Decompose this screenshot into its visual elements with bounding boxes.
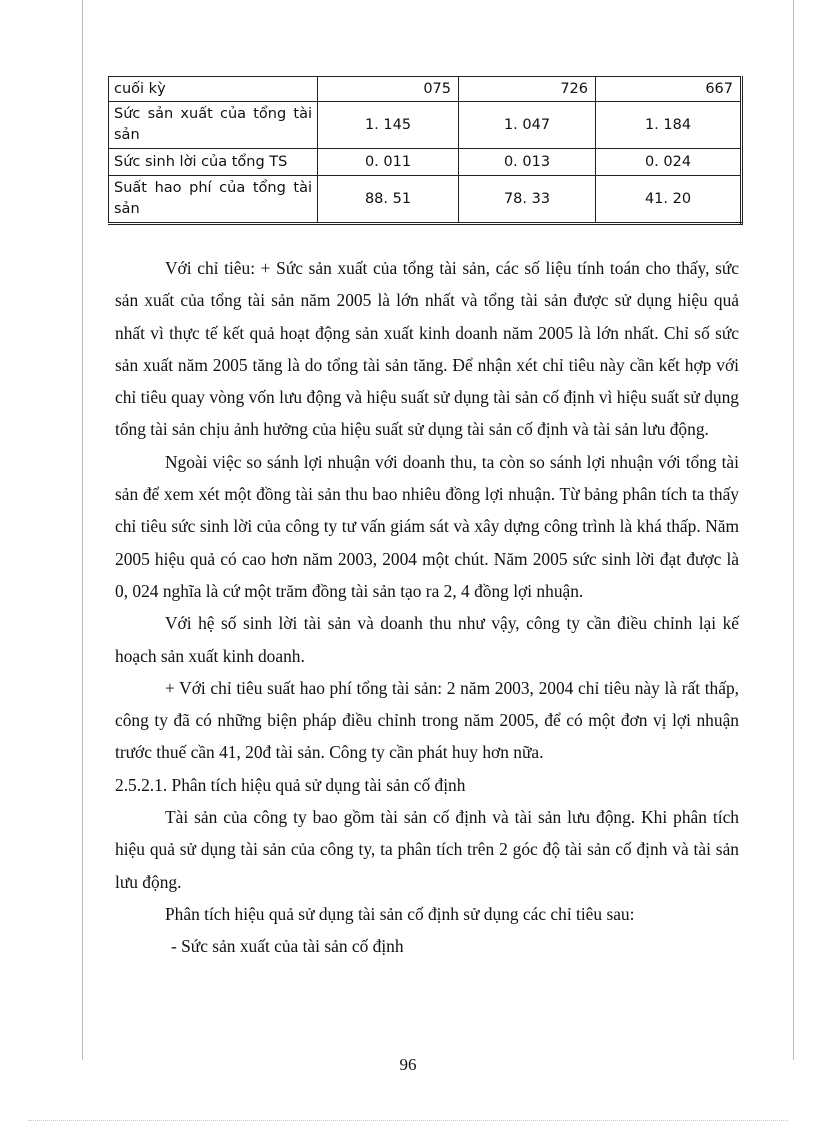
cell-value: 667: [596, 77, 742, 102]
row-label: Suất hao phí của tổng tài sản: [109, 176, 318, 224]
cell-value: 1. 184: [596, 102, 742, 149]
body-text: [115, 252, 739, 963]
cell-value: 88. 51: [318, 176, 459, 224]
table-row: [109, 102, 742, 149]
paragraph: Ngoài việc so sánh lợi nhuận với doanh thu, ta còn so sánh lợi nhuận với tổng tài sản để xem xét một đồng tài sản thu bao nhiêu đồng lợi nhuận. Từ bảng phân tích ta thấy chỉ tiêu sức sinh lời của công ty tư vấn giám sát và xây dựng công trình là khá thấp. Năm 2005 hiệu quả có cao hơn năm 2003, 2004 một chút. Năm 2005 sức sinh lời đạt được là 0, 024 nghĩa là cứ một trăm đồng tài sản tạo ra 2, 4 đồng lợi nhuận.: [115, 451, 739, 601]
bullet-item: - Sức sản xuất của tài sản cố định: [171, 936, 404, 957]
page-number: 96: [399, 1055, 417, 1074]
row-label: Sức sinh lời của tổng TS: [109, 149, 318, 176]
indicator-table: [108, 76, 743, 225]
cell-value: 1. 145: [318, 102, 459, 149]
cell-value: 1. 047: [459, 102, 596, 149]
cell-value: 726: [459, 77, 596, 102]
cell-value: 0. 013: [459, 149, 596, 176]
table-row: [109, 176, 742, 224]
paragraph: + Với chỉ tiêu suất hao phí tổng tài sản: 2 năm 2003, 2004 chỉ tiêu này là rất thấp, công ty đã có những biện pháp điều chỉnh trong năm 2005, để có một đơn vị lợi nhuận trước thuế cần 41, 20đ tài sản. Công ty cần phát huy hơn nữa.: [115, 677, 739, 763]
paragraph: Với chỉ tiêu: + Sức sản xuất của tổng tài sản, các số liệu tính toán cho thấy, sức sản xuất của tổng tài sản năm 2005 là lớn nhất và tổng tài sản được sử dụng hiệu quả nhất vì thực tế kết quả hoạt động sản xuất kinh doanh năm 2005 là lớn nhất. Chỉ số sức sản xuất năm 2005 tăng là do tổng tài sản tăng. Để nhận xét chỉ tiêu này cần kết hợp với chỉ tiêu quay vòng vốn lưu động và hiệu suất sử dụng tài sản cố định vì hiệu suất sử dụng tổng tài sản chịu ảnh hưởng của hiệu suất sử dụng tài sản cố định và tài sản lưu động.: [115, 258, 739, 440]
cell-value: 41. 20: [596, 176, 742, 224]
cell-value: 78. 33: [459, 176, 596, 224]
cell-value: 0. 011: [318, 149, 459, 176]
cell-value: 0. 024: [596, 149, 742, 176]
section-heading: 2.5.2.1. Phân tích hiệu quả sử dụng tài sản cố định: [115, 774, 466, 795]
page-frame-left: [82, 0, 83, 1060]
row-label: Sức sản xuất của tổng tài sản: [109, 102, 318, 149]
paragraph: Tài sản của công ty bao gồm tài sản cố định và tài sản lưu động. Khi phân tích hiệu quả sử dụng tài sản của công ty, ta phân tích trên 2 góc độ tài sản cố định và tài sản lưu động.: [115, 807, 739, 892]
table-row: [109, 77, 742, 102]
paragraph: Với hệ số sinh lời tài sản và doanh thu như vậy, công ty cần điều chỉnh lại kế hoạch sản xuất kinh doanh.: [115, 613, 739, 666]
page-frame-right: [793, 0, 794, 1060]
paragraph: Phân tích hiệu quả sử dụng tài sản cố định sử dụng các chỉ tiêu sau:: [165, 903, 635, 924]
row-label: cuối kỳ: [109, 77, 318, 102]
table-row: [109, 149, 742, 176]
page-frame-bottom: [28, 1120, 788, 1121]
cell-value: 075: [318, 77, 459, 102]
